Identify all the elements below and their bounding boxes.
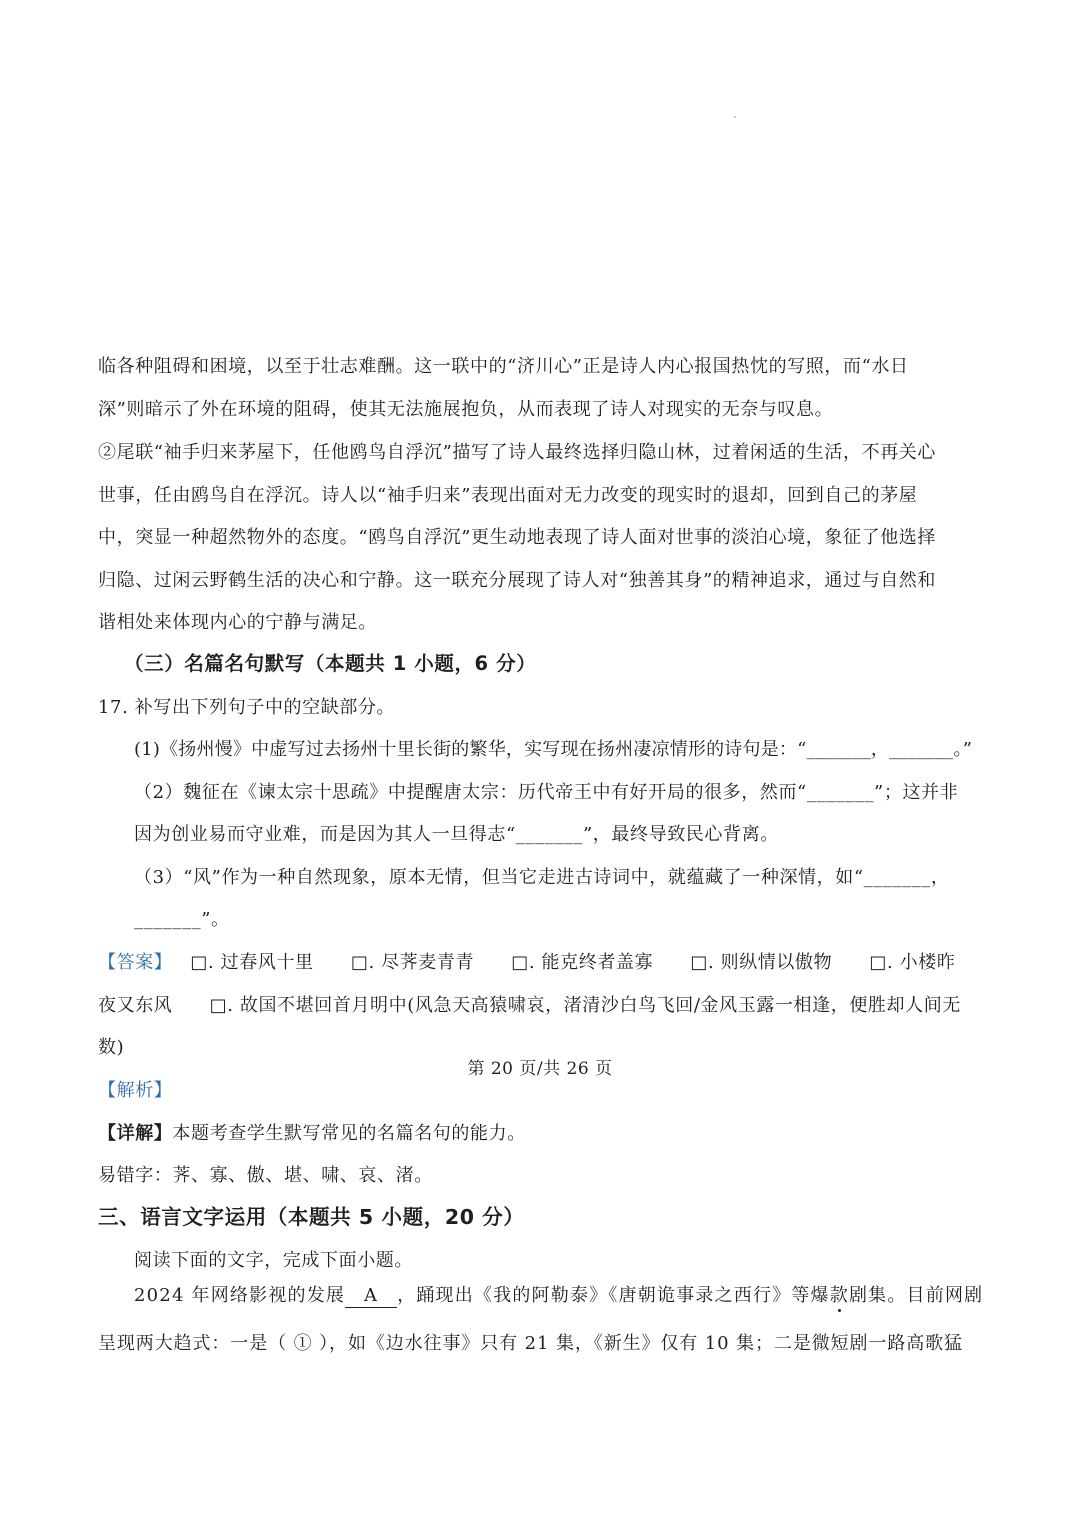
reading-intro: 阅读下面的文字，完成下面小题。 (134, 1250, 413, 1271)
analysis-line-5: 中，突显一种超然物外的态度。“鸥鸟自浮沉”更生动地表现了诗人面对世事的淡泊心境，象征了他选择 (98, 527, 936, 548)
answer-label: 【答案】 (98, 952, 173, 973)
analysis-line-6: 归隐、过闲云野鹤生活的决心和宁静。这一联充分展现了诗人对“独善其身”的精神追求，通过与自然和 (98, 570, 936, 591)
answer-line-3: 数) (98, 1037, 125, 1058)
detail-label: 【详解】 (98, 1123, 173, 1144)
question-17-item-2-line-1: （2）魏征在《谏太宗十思疏》中提醒唐太宗：历代帝王中有好开局的很多，然而“_______”；这并非 (134, 782, 959, 803)
question-17-item-3-line-1: （3）“风”作为一种自然现象，原本无情，但当它走进古诗词中，就蕴藏了一种深情，如“_______， (134, 867, 950, 888)
answer-line-1 (98, 950, 955, 976)
analysis-line-7: 谐相处来体现内心的宁静与满足。 (98, 612, 377, 633)
answer-line-2: 夜又东风 □. 故国不堪回首月明中(风急天高猿啸哀，渚清沙白鸟飞回/金风玉露一相逢，便胜却人间无 (98, 995, 961, 1016)
question-17-item-1: (1)《扬州慢》中虚写过去扬州十里长街的繁华，实写现在扬州凄凉情形的诗句是：“_______，_______。” (134, 739, 973, 760)
question-17-stem: 17. 补写出下列句子中的空缺部分。 (98, 697, 396, 718)
reading-text-b: ，踊现出《我的阿勒泰》《唐朝诡事录之西行》等爆 (397, 1285, 830, 1306)
blank-a: A (345, 1285, 397, 1308)
reading-paragraph-line-2: 呈现两大趋式：一是（ ① ），如《边水往事》只有 21 集，《新生》仅有 10 集；二是微短剧一路高歌猛 (98, 1333, 963, 1354)
scan-speck (734, 116, 736, 118)
part-heading-language-use: 三、语言文字运用（本题共 5 小题，20 分） (98, 1205, 525, 1229)
reading-text-a: 2024 年网络影视的发展 (134, 1285, 346, 1306)
analysis-detail (98, 1121, 526, 1147)
page-number-footer: 第 20 页/共 26 页 (467, 1059, 613, 1079)
detail-text: 本题考查学生默写常见的名篇名句的能力。 (172, 1123, 526, 1144)
question-17-item-2-line-2: 因为创业易而守业难，而是因为其人一旦得志“_______”，最终导致民心背离。 (134, 824, 779, 845)
answer-text-1: □. 过春风十里 □. 尽荠麦青青 □. 能克终者盖寡 □. 则纵情以傲物 □. 小楼昨 (190, 952, 956, 973)
section-heading-famous-lines: （三）名篇名句默写（本题共 1 小题，6 分） (124, 652, 537, 675)
reading-text-c: 剧集。目前网剧 (848, 1285, 984, 1306)
analysis-label: 【解析】 (98, 1080, 173, 1101)
reading-paragraph-line-1 (134, 1283, 983, 1309)
question-17-item-3-line-2: _______”。 (134, 909, 230, 930)
analysis-line-1: 临各种阻碍和困境，以至于壮志难酬。这一联中的“济川心”正是诗人内心报国热忱的写照，而“水日 (98, 356, 909, 377)
analysis-line-3: ②尾联“袖手归来茅屋下，任他鸥鸟自浮沉”描写了诗人最终选择归隐山林，过着闲适的生活，不再关心 (98, 442, 936, 463)
emphasis-dot-character: 款 (829, 1285, 849, 1306)
analysis-line-2: 深”则暗示了外在环境的阻碍，使其无法施展抱负，从而表现了诗人对现实的无奈与叹息。 (98, 399, 834, 420)
analysis-line-4: 世事，任由鸥鸟自在浮沉。诗人以“袖手归来”表现出面对无力改变的现实时的退却，回到自己的茅屋 (98, 485, 918, 506)
typo-characters: 易错字：荠、寡、傲、堪、啸、哀、渚。 (98, 1165, 433, 1186)
